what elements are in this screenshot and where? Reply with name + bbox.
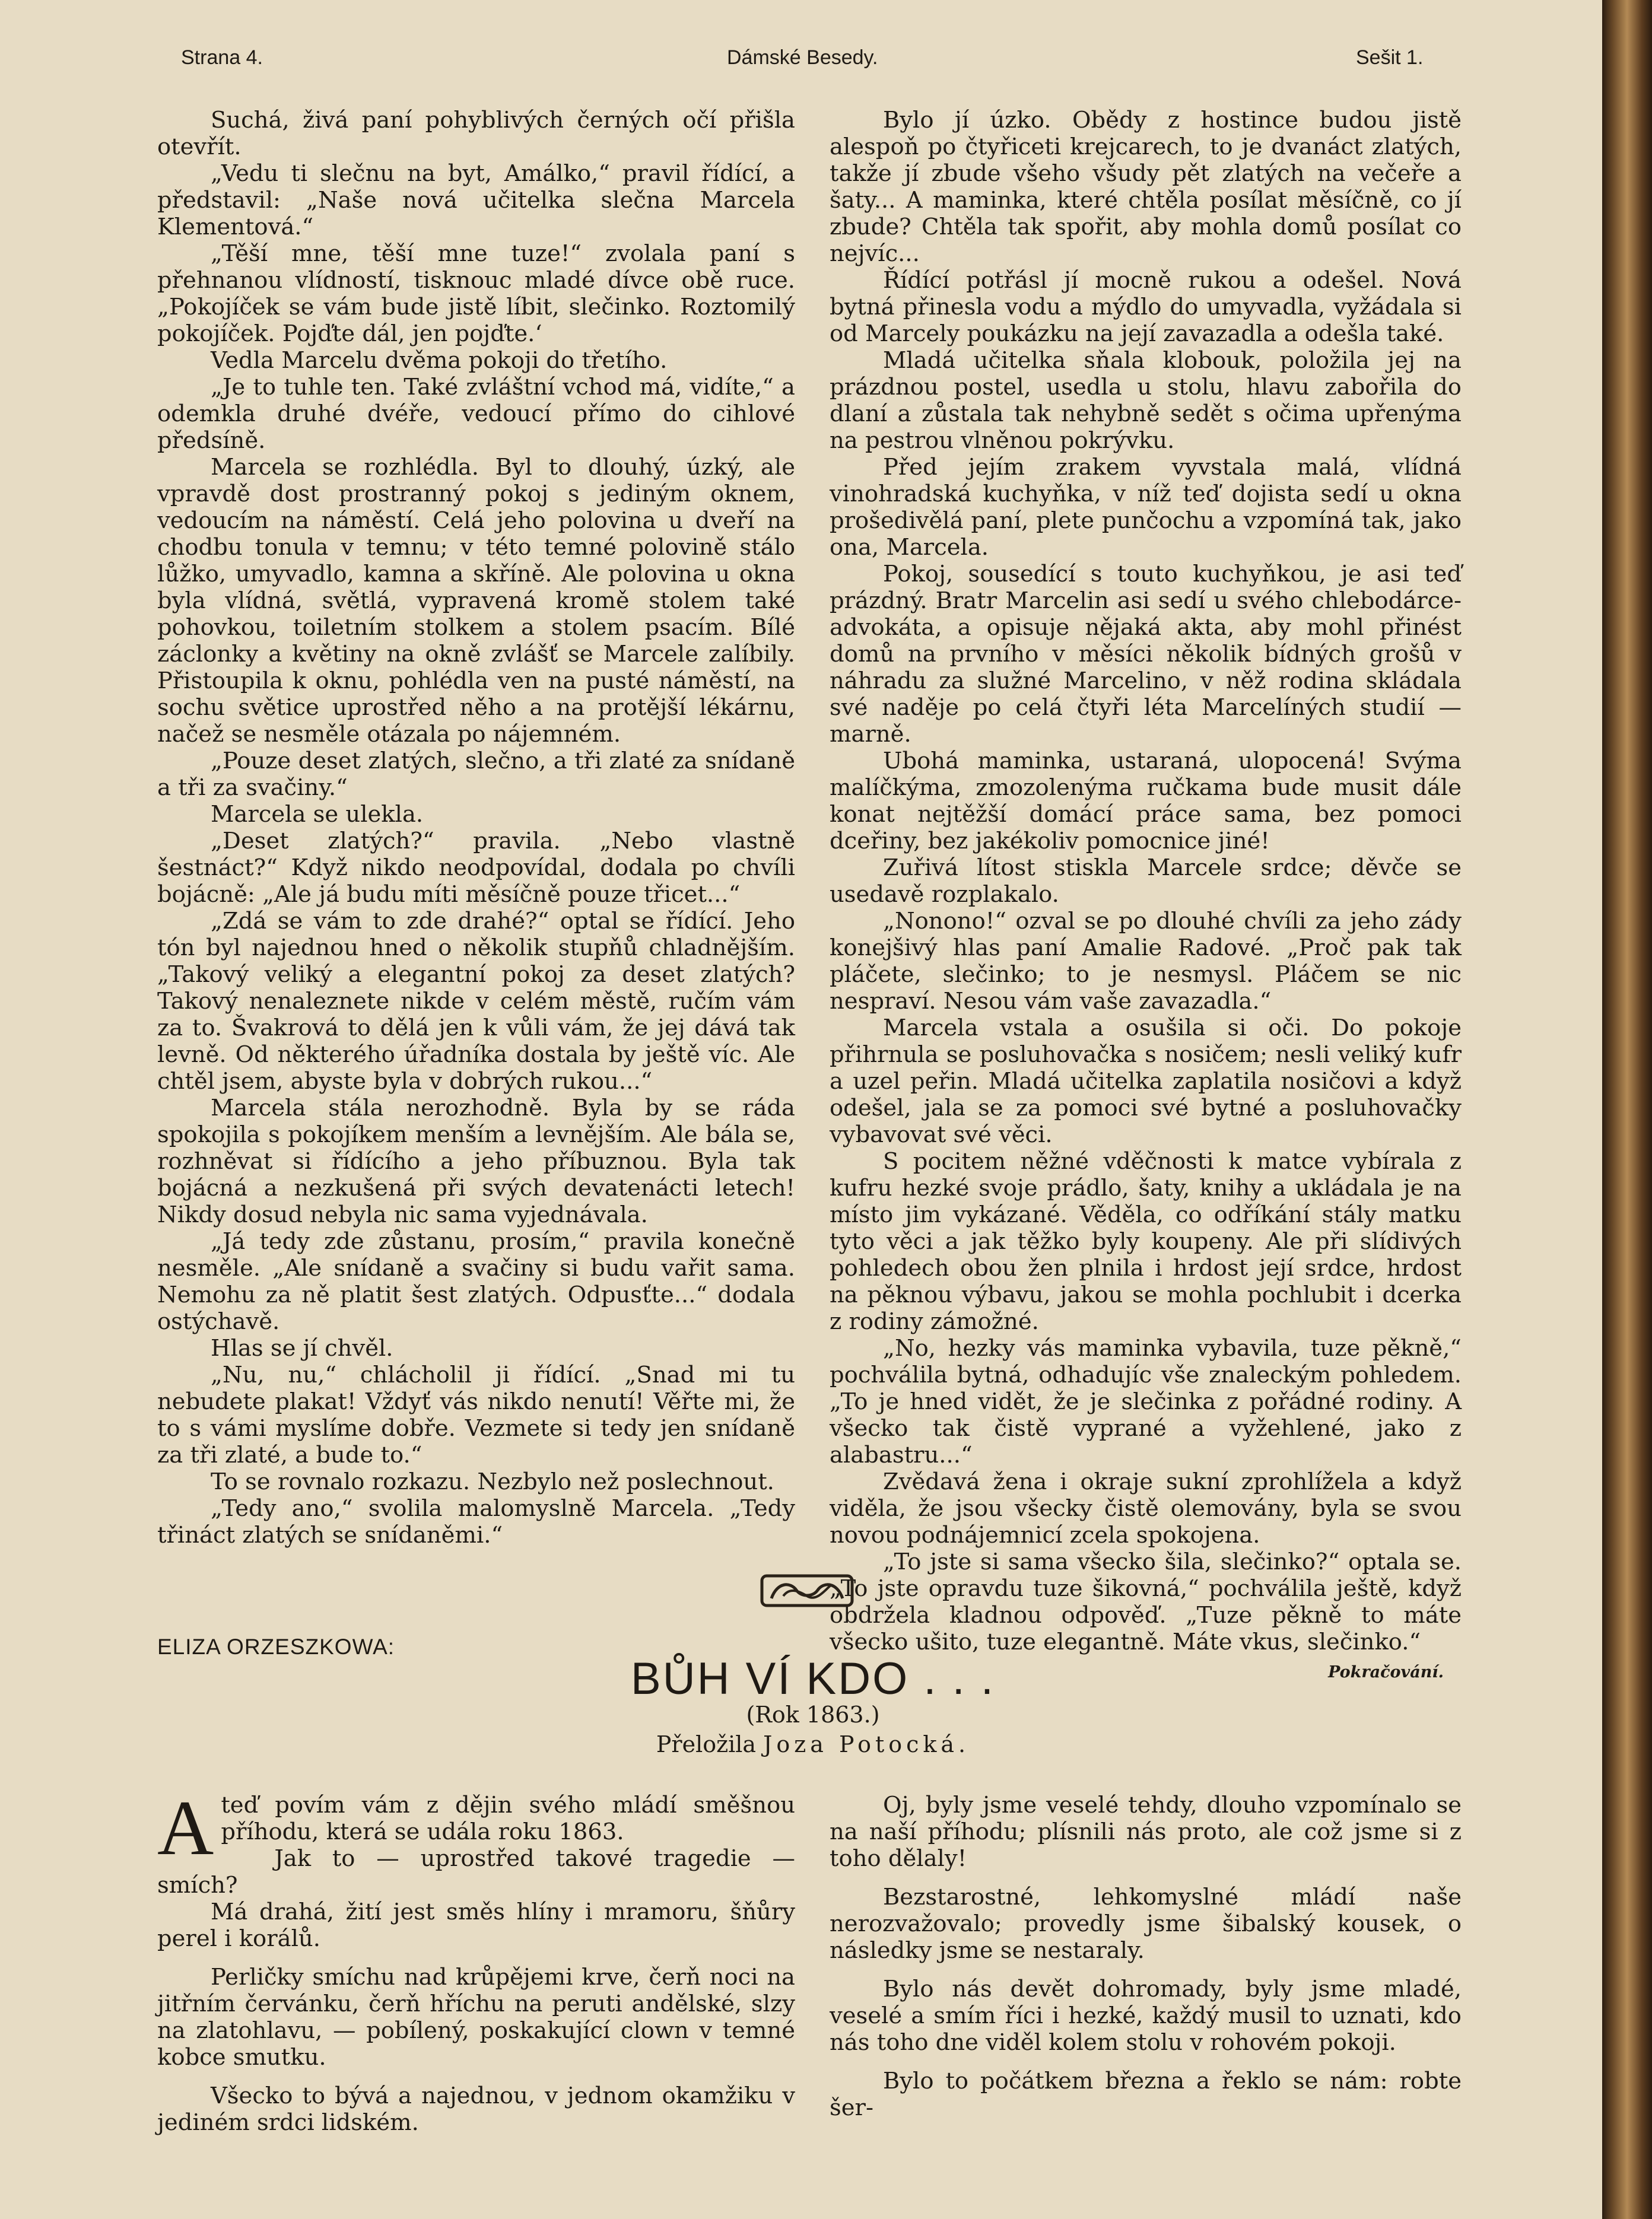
paragraph: Ubohá maminka, ustaraná, ulopocená! Svýma malíčkýma, zmozolenýma ručkama bude musit dále konat nejtěžší domácí práce sama, bez pomoci dceřiny, bez jakékoliv pomocnice jiné! [830, 748, 1462, 854]
paragraph: „Pouze deset zlatých, slečno, a tři zlaté za snídaně a tři za svačiny.“ [157, 748, 795, 801]
paragraph: Má drahá, žití jest směs hlíny i mramoru, šňůry perel i korálů. [157, 1899, 795, 1952]
paragraph: „Tedy ano,“ svolila malomyslně Marcela. „Tedy třináct zlatých se snídaněmi.“ [157, 1495, 795, 1549]
paragraph: „Deset zlatých?“ pravila. „Nebo vlastně šestnáct?“ Když nikdo neodpovídal, dodala po chvíli bojácně: „Ale já budu míti měsíčně pouze třicet...“ [157, 828, 795, 908]
paragraph: S pocitem něžné vděčnosti k matce vybírala z kufru hezké svoje prádlo, šaty, knihy a ukládala je na místo jim vykázané. Věděla, co odříkání stály matku tyto věci a jak těžko byly koupeny. Ale při slídivých pohledech obou žen plnila i hrdost její srdce, hrdost na pěknou výbavu, jakou se mohla pochlubit i dcerka z rodiny zámožné. [830, 1148, 1462, 1335]
ornament-divider-icon [760, 1572, 854, 1609]
paragraph: Marcela se ulekla. [211, 801, 424, 828]
story1-right-column [830, 107, 1462, 1686]
paragraph: Mladá učitelka sňala klobouk, položila jej na prázdnou postel, usedla u stolu, hlavu zabořila do dlaní a zůstala tak nehybně sedět s očima upřenýma na pestrou vlněnou pokrývku. [830, 347, 1462, 454]
first-paragraph [157, 1784, 795, 1871]
story2-right-column [830, 1792, 1462, 2121]
paragraph: „To jste si sama všecko šila, slečinko?“ optala se. „To jste opravdu tuze šikovná,“ pochválila ještě, když obdržela kladnou odpověď. „Tuze pěkně to máte všecko ušito, tuze elegantně. Máte vkus, slečinko.“ [830, 1549, 1462, 1655]
paragraph: Marcela vstala a osušila si oči. Do pokoje přihrnula se posluhovačka s nosičem; nesli veliký kufr a uzel peřin. Mladá učitelka zaplatila nosičovi a když odešel, jala se za pomoci své bytné a posluhovačky vybavovat své věci. [830, 1015, 1462, 1148]
book-spine [1602, 0, 1652, 2219]
paragraph: Perličky smíchu nad krůpějemi krve, čerň noci na jitřním červánku, čerň hříchu na peruti andělské, slzy na zlatohlavu, — pobílený, poskakující clown v temné kobce smutku. [157, 1964, 795, 2071]
first-paragraph-text: teď povím vám z dějin svého mládí směšnou příhodu, která se udála roku 1863. [221, 1792, 795, 1845]
paragraph: Zuřivá lítost stiskla Marcele srdce; děvče se usedavě rozplakalo. [830, 854, 1462, 908]
paragraph: Bylo nás devět dohromady, byly jsme mladé, veselé a smím říci i hezké, každý musil to uznati, kdo nás toho dne viděl kolem stolu v rohovém pokoji. [830, 1976, 1462, 2056]
paragraph: „Je to tuhle ten. Také zvláštní vchod má, vidíte,“ a odemkla druhé dvéře, vedoucí přímo do cihlové předsíně. [157, 374, 795, 454]
paragraph: Bezstarostné, lehkomyslné mládí naše nerozvažovalo; provedly jsme šibalský kousek, o následky jsme se nestaraly. [830, 1884, 1462, 1964]
story1-left-column [157, 107, 795, 1549]
journal-title: Dámské Besedy. [727, 46, 878, 69]
paragraph: „Vedu ti slečnu na byt, Amálko,“ pravil řídící, a představil: „Naše nová učitelka slečna Marcela Klementová.“ [157, 160, 795, 240]
paragraph: Bylo to počátkem března a řeklo se nám: robte šer- [830, 2068, 1462, 2121]
paragraph: Zvědavá žena i okraje sukní zprohlížela a když viděla, že jsou všecky čistě olemovány, byla se svou novou podnájemnicí zcela spokojena. [830, 1468, 1462, 1549]
paragraph: Bylo jí úzko. Obědy z hostince budou jistě alespoň po čtyřiceti krejcarech, to je dvanáct zlatých, takže jí zbude všeho všudy pět zlatých na večeře a šaty... A maminka, které chtěla posílat měsíčně, co jí zbude? Chtěla tak spořit, aby mohla domů posílat co nejvíc... [830, 107, 1462, 267]
translator-name: Joza Potocká. [763, 1731, 970, 1757]
paragraph: „No, hezky vás maminka vybavila, tuze pěkně,“ pochválila bytná, odhadujíc vše znaleckým pohledem. „To je hned vidět, že je slečinka z pořádné rodiny. A všecko tak čistě vyprané a vyžehlené, jako z alabastru...“ [830, 1335, 1462, 1468]
paragraph: Marcela se rozhlédla. Byl to dlouhý, úzký, ale vpravdě dost prostranný pokoj s jediným oknem, vedoucím na náměstí. Celá jeho polovina u dveří na chodbu tonula v temnu; v této temné polovině stálo lůžko, umyvadlo, kamna a skříně. Ale polovina u okna byla vlídná, světlá, vypravená kromě stolem také pohovkou, toiletním stolkem a stolem psacím. Bílé záclonky a květiny na okně zvlášť se Marcele zalíbily. Přistoupila k oknu, pohlédla ven na pusté náměstí, na sochu světice uprostřed něho a na protější lékárnu, načež se nesměle otázala po nájemném. [157, 454, 795, 748]
paragraph: „Já tedy zde zůstanu, prosím,“ pravila konečně nesměle. „Ale snídaně a svačiny si budu vařit sama. Nemohu za ně platit šest zlatých. Odpusťte...“ dodala ostýchavě. [157, 1228, 795, 1335]
paragraph: „Zdá se vám to zde drahé?“ optal se řídící. Jeho tón byl najednou hned o několik stupňů chladnějším. „Takový veliký a elegantní pokoj za deset zlatých? Takový nenaleznete nikde v celém městě, ručím vám za to. Švakrová to dělá jen k vůli vám, že jej dává tak levně. Od některého úřadníka dostala by ještě víc. Ale chtěl jsem, abyste byla v dobrých rukou...“ [157, 908, 795, 1095]
paragraph: „Těší mne, těší mne tuze!“ zvolala paní s přehnanou vlídností, tisknouc mladé dívce obě ruce. „Pokojíček se vám bude jistě líbit, slečinko. Roztomilý pokojíček. Pojďte dál, jen pojďte.‘ [157, 240, 795, 347]
drop-cap: A [157, 1784, 214, 1871]
paragraph: Před jejím zrakem vyvstala malá, vlídná vinohradská kuchyňka, v níž teď dojista sedí u okna prošedivělá paní, plete punčochu a vzpomíná tak, jako ona, Marcela. [830, 454, 1462, 561]
paragraph: Oj, byly jsme veselé tehdy, dlouho vzpomínalo se na naší příhodu; plísnili nás proto, ale což jsme si z toho dělaly! [830, 1792, 1462, 1872]
paragraph: Vedla Marcelu dvěma pokoji do třetího. [211, 347, 668, 374]
issue-number: Sešit 1. [1356, 46, 1424, 69]
paragraph: Všecko to bývá a najednou, v jednom okamžiku v jediném srdci lidském. [157, 2083, 795, 2136]
paragraph: To se rovnalo rozkazu. Nezbylo než poslechnout. [211, 1468, 774, 1495]
paragraph: „Nu, nu,“ chlácholil ji řídící. „Snad mi tu nebudete plakat! Vždyť vás nikdo nenutí! Věřte mi, že to s vámi myslíme dobře. Vezmete si tedy jen snídaně za tři zlaté, a bude to.“ [157, 1362, 795, 1468]
story2-left-column [157, 1784, 795, 2136]
running-header [0, 46, 1602, 82]
translator-prefix: Přeložila [656, 1731, 764, 1757]
story2-translator [593, 1731, 1032, 1757]
paragraph: „Nonono!“ ozval se po dlouhé chvíli za jeho zády konejšivý hlas paní Amalie Radové. „Proč pak tak pláčete, slečinko; to je nesmysl. Pláčem se nic nespraví. Nesou vám vaše zavazadla.“ [830, 908, 1462, 1015]
continuation-note: Pokračování. [1328, 1663, 1444, 1681]
paragraph: Marcela stála nerozhodně. Byla by se ráda spokojila s pokojíkem menším a levnějším. Ale bála se, rozhněvat si řídícího a jeho příbuznou. Byla tak bojácná a nezkušená při svých devatenácti letech! Nikdy dosud nebyla nic sama vyjednávala. [157, 1095, 795, 1228]
page-number: Strana 4. [181, 46, 263, 69]
paragraph: Hlas se jí chvěl. [211, 1335, 393, 1362]
story2-author: ELIZA ORZESZKOWA: [157, 1635, 395, 1659]
story2-year: (Rok 1863.) [746, 1702, 880, 1728]
story2-title: BŮH VÍ KDO . . . [631, 1654, 995, 1704]
paragraph: Jak to — uprostřed takové tragedie — smích? [157, 1845, 795, 1899]
paragraph: Suchá, živá paní pohyblivých černých očí přišla otevřít. [157, 107, 795, 160]
paragraph: Pokoj, sousedící s touto kuchyňkou, je asi teď prázdný. Bratr Marcelin asi sedí u svého chlebodárce- advokáta, a opisuje nějaká akta, aby mohl přinést domů na prvního v měsíci několik bídných grošů v náhradu za služné Marcelino, v něž rodina skládala své naděje po celá čtyři léta Marcelíných studií — marně. [830, 561, 1462, 748]
paragraph: Řídící potřásl jí mocně rukou a odešel. Nová bytná přinesla vodu a mýdlo do umyvadla, vyžádala si od Marcely poukázku na její zavazadla a odešla také. [830, 267, 1462, 347]
